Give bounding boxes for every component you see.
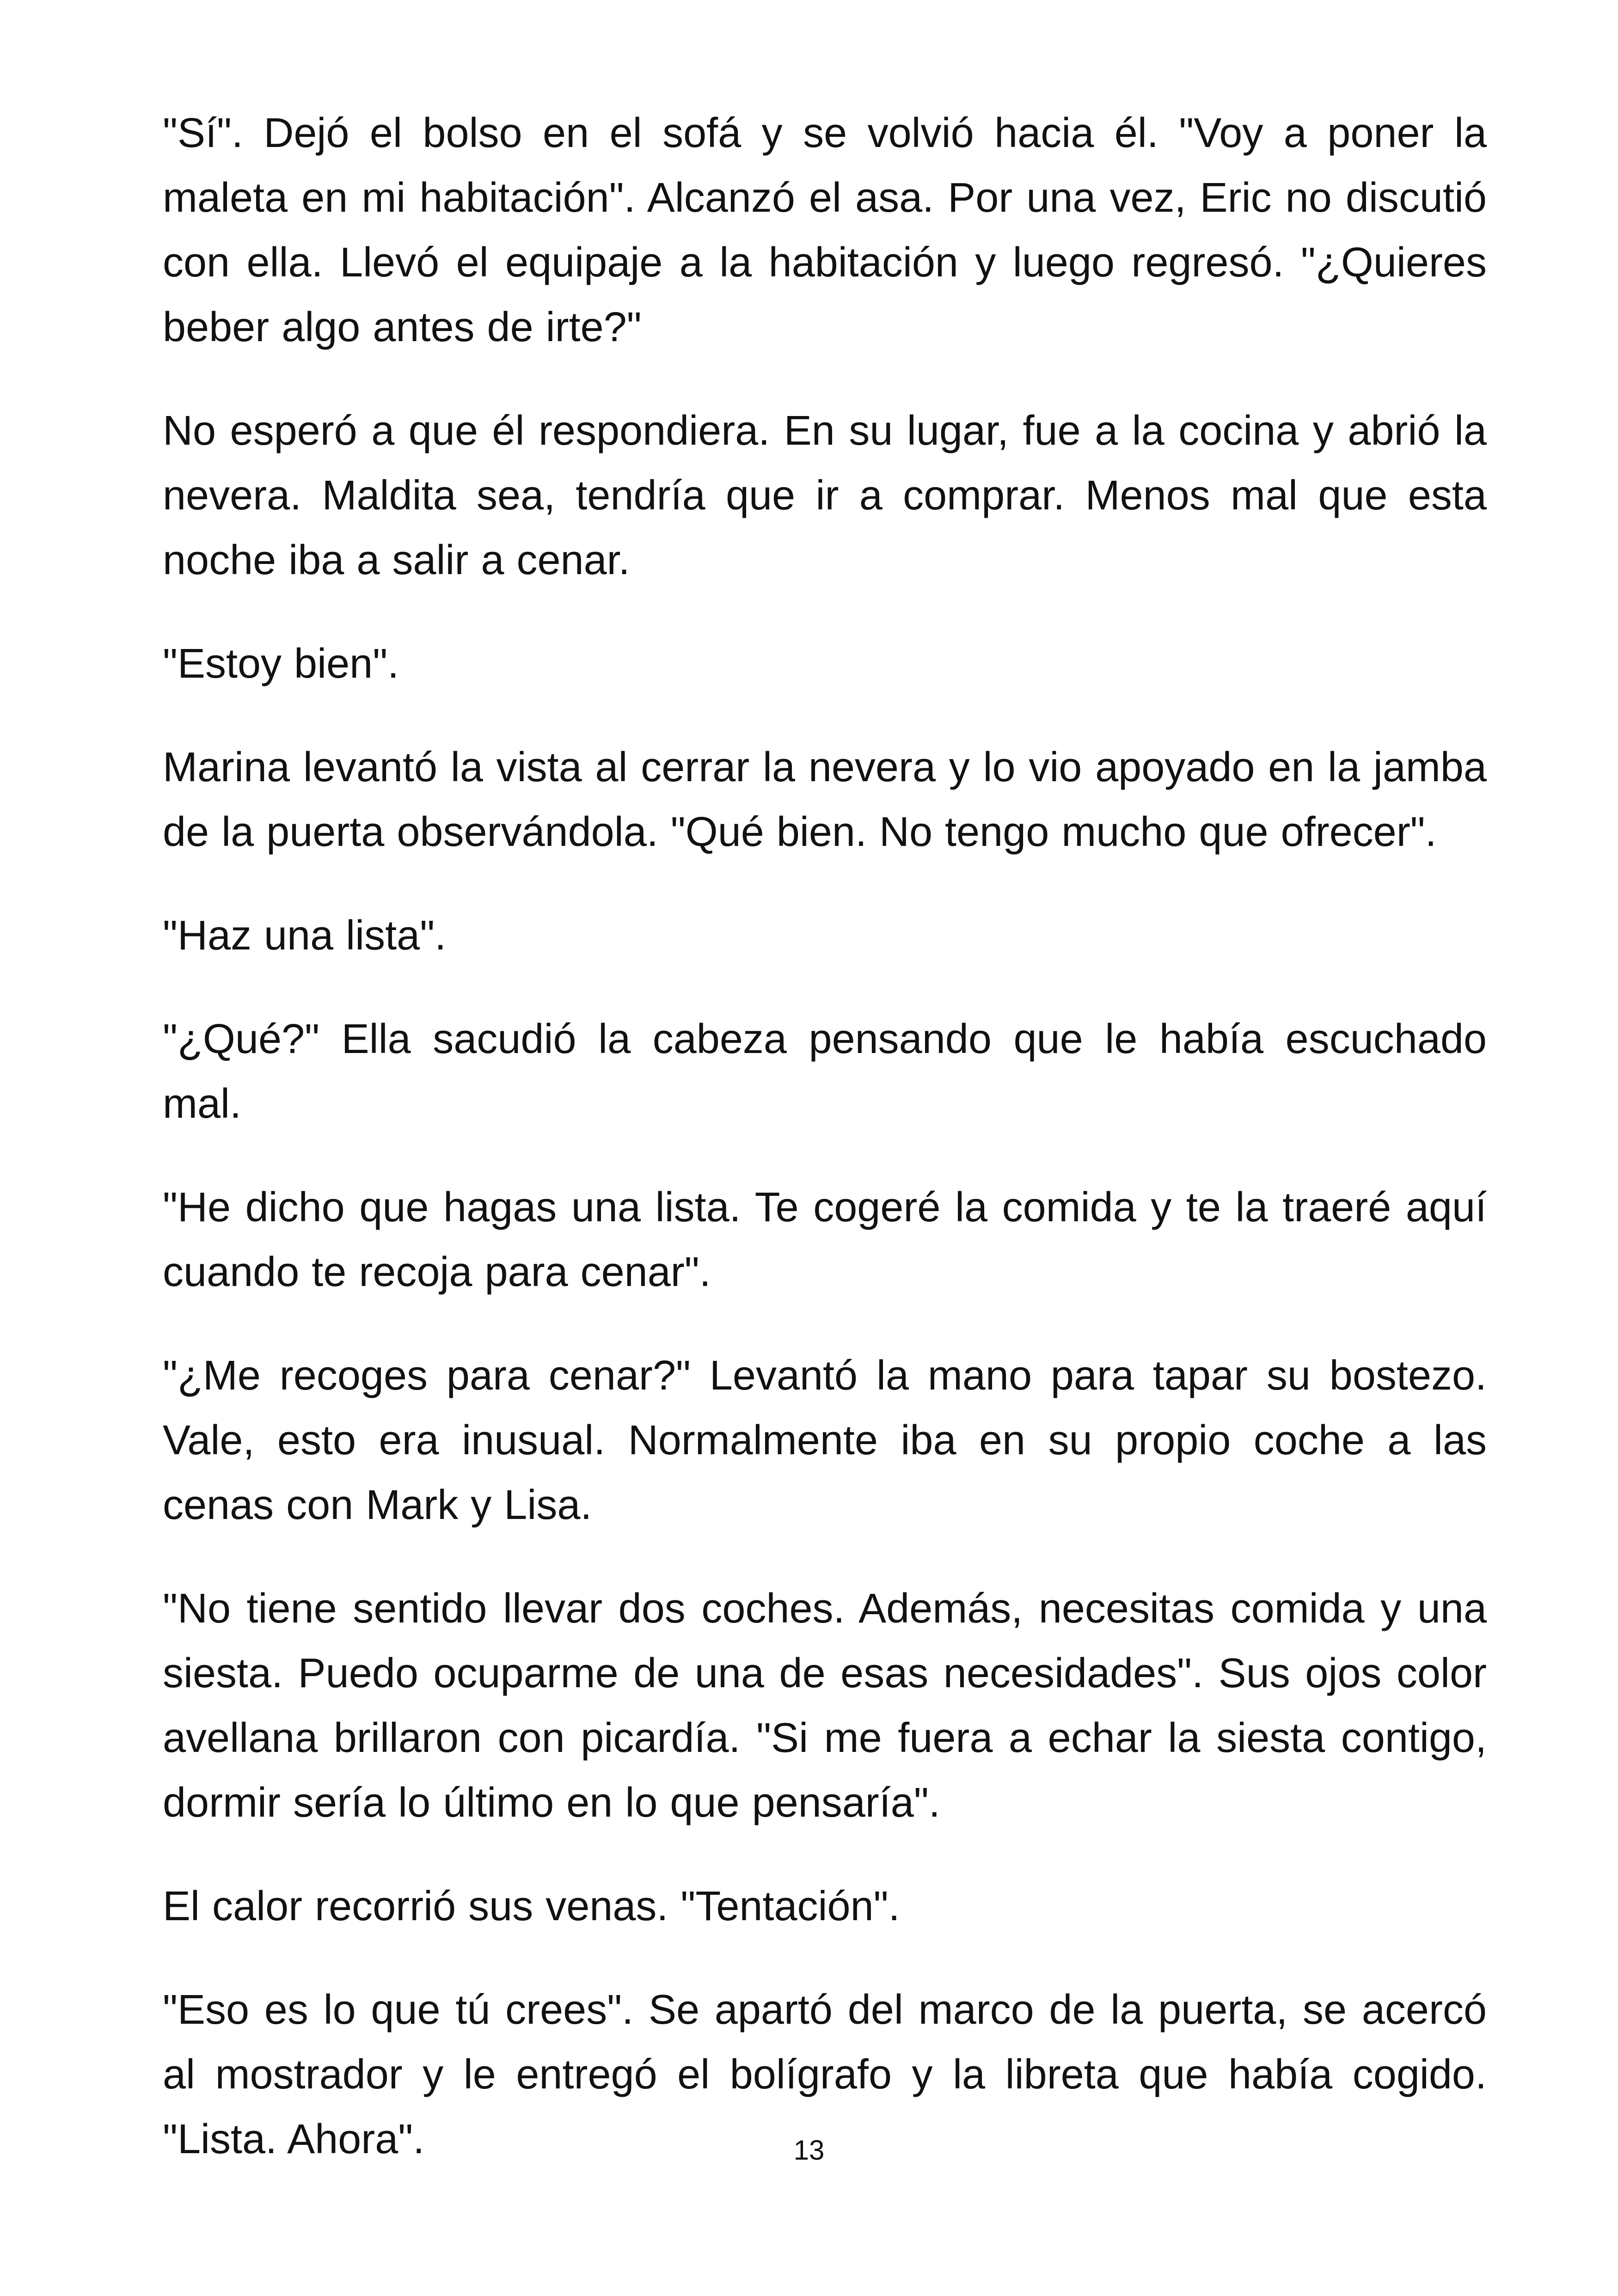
paragraph: "Haz una lista". [163, 912, 447, 959]
paragraph: No esperó a que él respondiera. En su lugar, fue a la cocina y abrió la nevera. Maldita sea, tendría que ir a comprar. Menos mal que esta noche iba a salir a cenar. [163, 408, 1487, 583]
paragraph: "¿Me recoges para cenar?" Levantó la mano para tapar su bostezo. Vale, esto era inusual. Normalmente iba en su propio coche a las cenas con Mark y Lisa. [163, 1353, 1487, 1528]
paragraph: "Eso es lo que tú crees". Se apartó del marco de la puerta, se acercó al mostrador y le entregó el bolígrafo y la libreta que había cogido. "Lista. Ahora". [163, 1987, 1487, 2162]
paragraph: "Estoy bien". [163, 641, 399, 687]
paragraph: "Sí". Dejó el bolso en el sofá y se volvió hacia él. "Voy a poner la maleta en mi habitación". Alcanzó el asa. Por una vez, Eric no discutió con ella. Llevó el equipaje a la habitación y luego regresó. "¿Quieres beber algo antes de irte?" [163, 110, 1487, 350]
paragraph: "He dicho que hagas una lista. Te cogeré la comida y te la traeré aquí cuando te recoja para cenar". [163, 1184, 1487, 1295]
paragraph: "¿Qué?" Ella sacudió la cabeza pensando que le había escuchado mal. [163, 1016, 1487, 1127]
paragraph: Marina levantó la vista al cerrar la nevera y lo vio apoyado en la jamba de la puerta observándola. "Qué bien. No tengo mucho que ofrecer". [163, 744, 1487, 855]
paragraph: "No tiene sentido llevar dos coches. Además, necesitas comida y una siesta. Puedo ocuparme de una de esas necesidades". Sus ojos color avellana brillaron con picardía. "Si me fuera a echar la siesta contigo, dormir sería lo último en lo que pensaría". [163, 1586, 1487, 1826]
page-number: 13 [793, 2135, 825, 2166]
body-text [163, 101, 1487, 2210]
paragraph: El calor recorrió sus venas. "Tentación". [163, 1883, 900, 1929]
